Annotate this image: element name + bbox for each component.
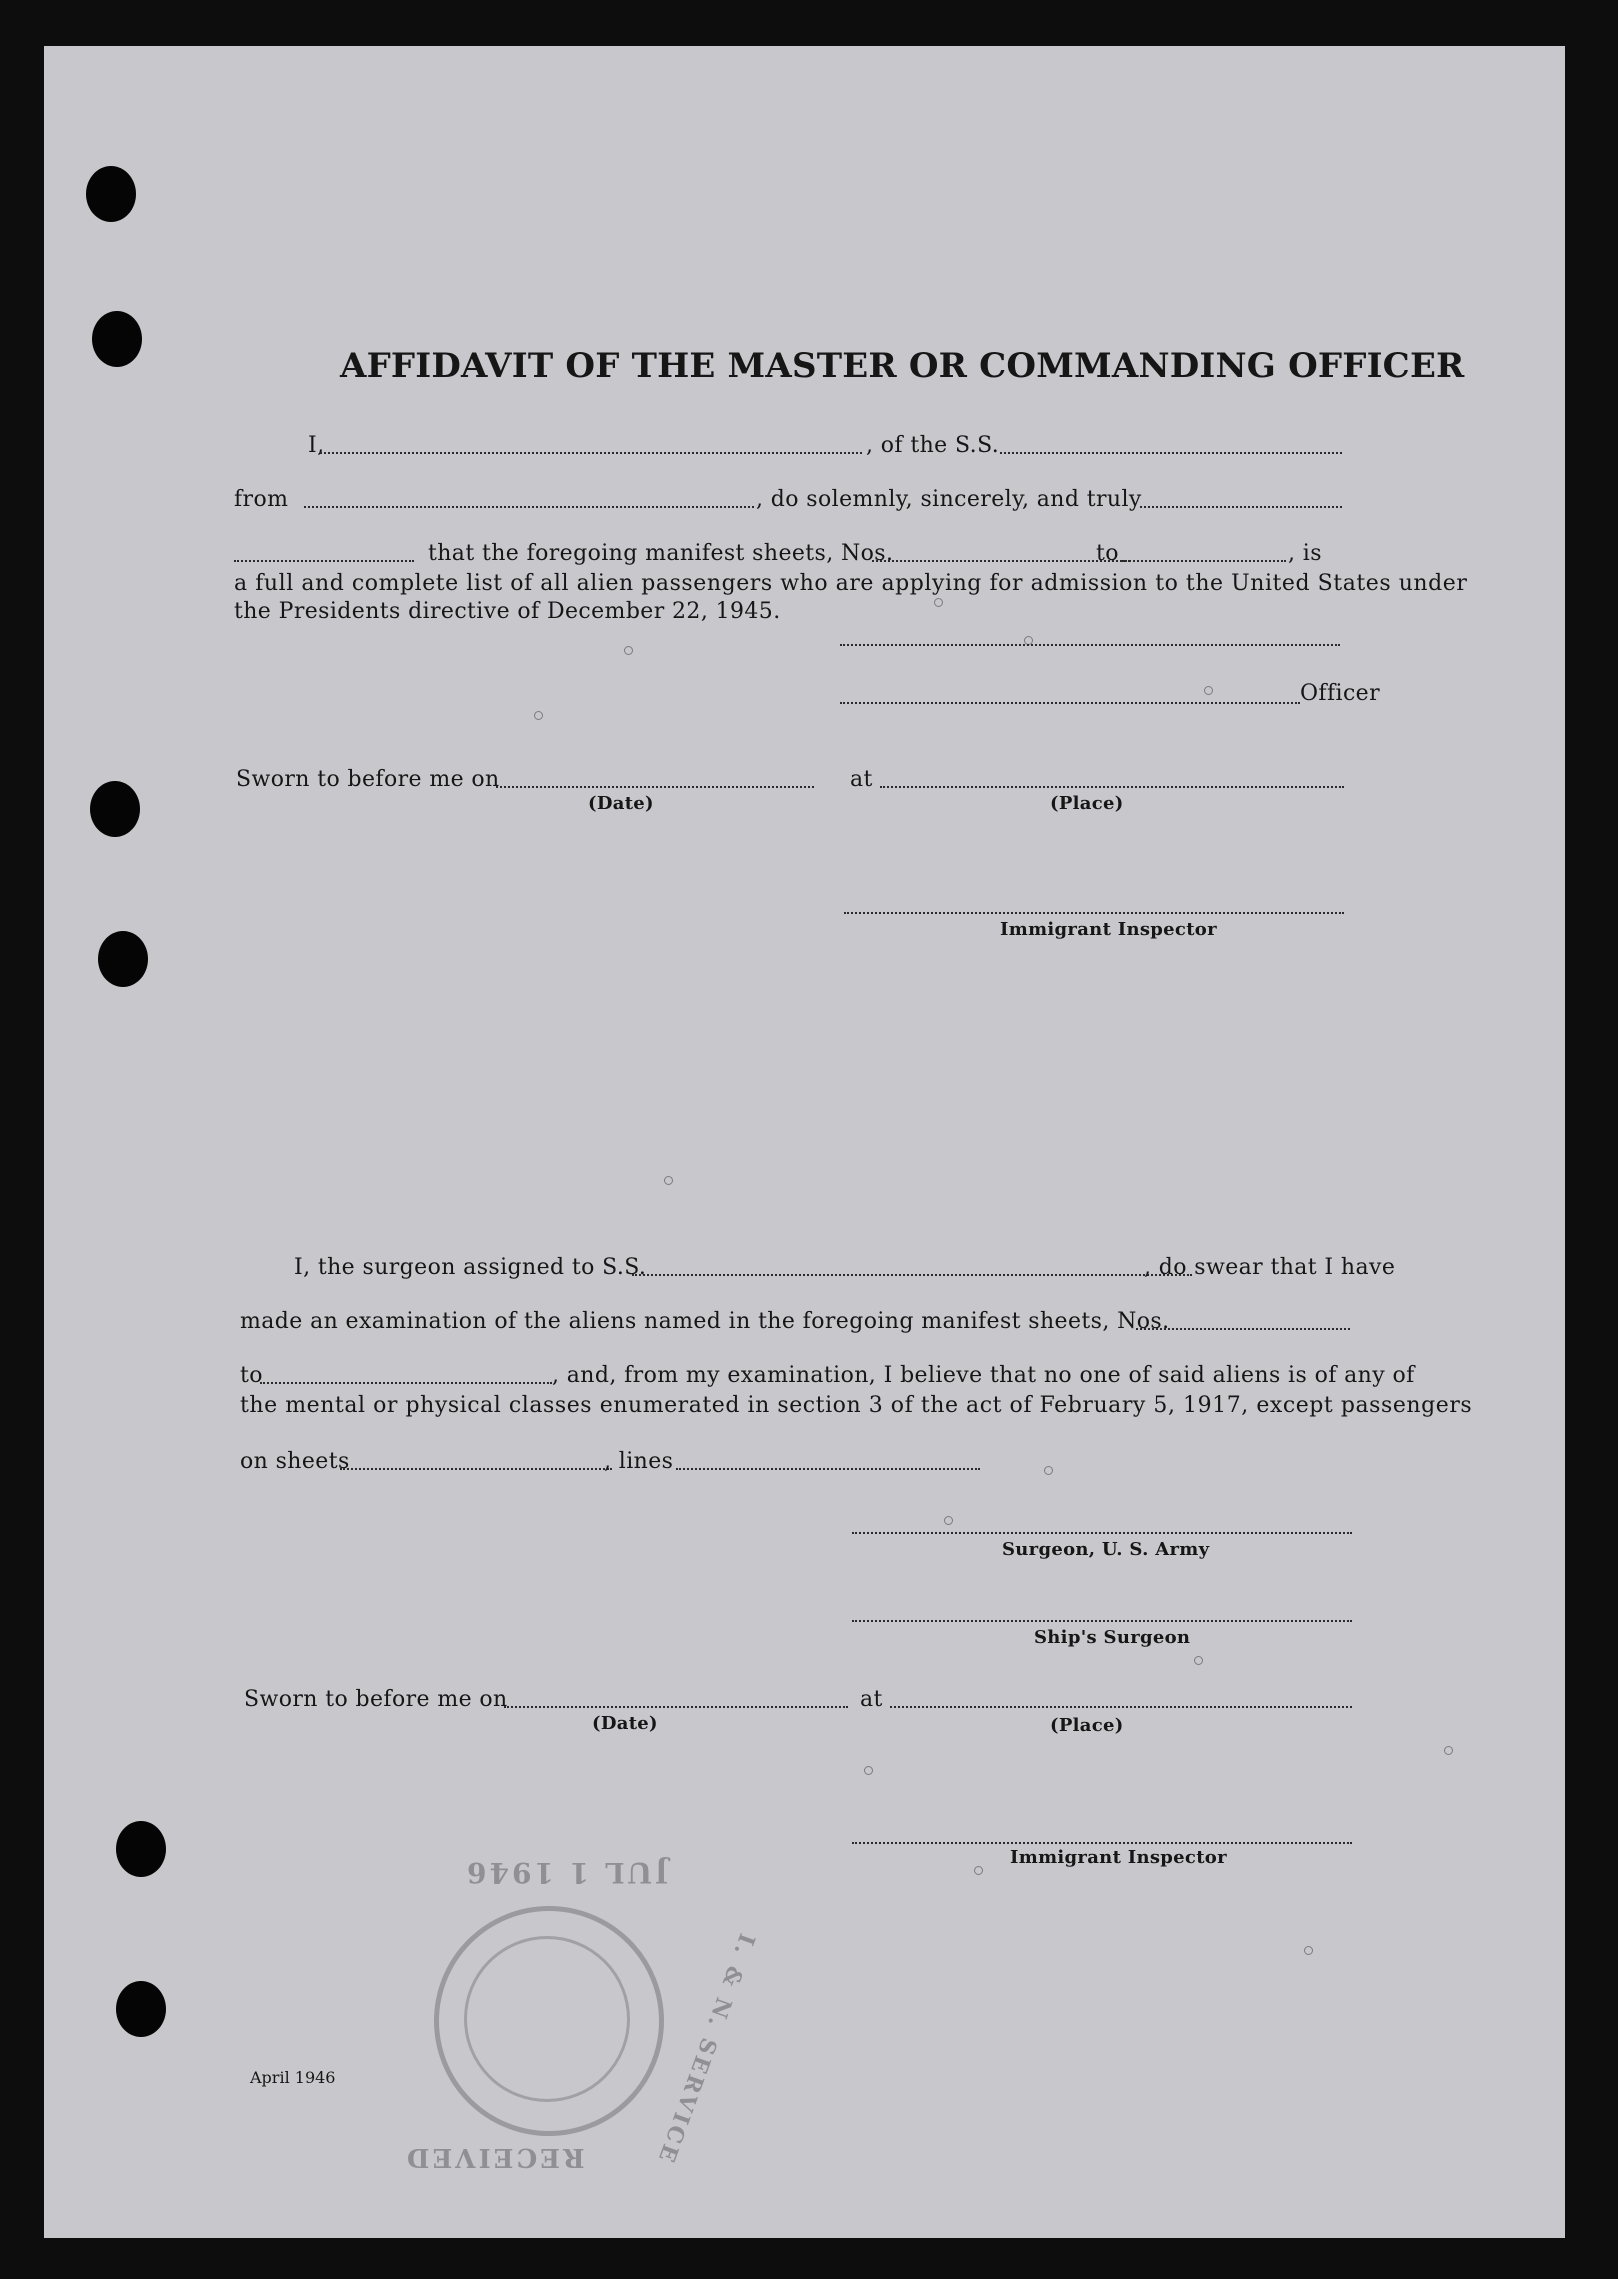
master-line2-from: from xyxy=(234,487,289,512)
paper-speck xyxy=(624,646,633,655)
surgeon-nos-from-field[interactable] xyxy=(1136,1328,1350,1330)
stamp-date-text: JUL 1 1946 xyxy=(464,1856,669,1889)
paper-speck xyxy=(864,1766,873,1775)
paper-speck xyxy=(1194,1656,1203,1665)
master-at-text: at xyxy=(850,767,873,792)
paper-speck xyxy=(1204,686,1213,695)
surgeon-line3-rest: , and, from my examination, I believe that no one of said aliens is of any of xyxy=(552,1363,1415,1388)
master-line4: a full and complete list of all alien passengers who are applying for admission to the United States under xyxy=(234,571,1468,596)
document-page xyxy=(44,46,1565,2238)
surgeon-ss-field[interactable] xyxy=(632,1274,1192,1276)
master-sworn-text: Sworn to before me on xyxy=(236,767,500,792)
ship-surgeon-signature-line[interactable] xyxy=(852,1620,1352,1622)
army-surgeon-label: Surgeon, U. S. Army xyxy=(1002,1539,1210,1560)
punch-hole xyxy=(90,781,140,837)
surgeon-line5-lines: , lines xyxy=(604,1449,674,1474)
stamp-inner-ring xyxy=(464,1936,630,2102)
surgeon-sworn-date-field[interactable] xyxy=(504,1706,848,1708)
paper-speck xyxy=(1044,1466,1053,1475)
surgeon-line4: the mental or physical classes enumerated in section 3 of the act of February 5, 1917, except passengers xyxy=(240,1393,1473,1418)
master-swear-field[interactable] xyxy=(1140,506,1342,508)
punch-hole xyxy=(92,311,142,367)
received-stamp-icon xyxy=(434,1906,664,2136)
master-sworn-place-field[interactable] xyxy=(880,786,1344,788)
master-line5: the Presidents directive of December 22, 1945. xyxy=(234,599,781,624)
master-place-label: (Place) xyxy=(1050,793,1124,814)
master-line1-i: I, xyxy=(308,433,325,458)
punch-hole xyxy=(116,1821,166,1877)
punch-hole xyxy=(86,166,136,222)
affidavit-title: AFFIDAVIT OF THE MASTER OR COMMANDING OFFICER xyxy=(340,346,1465,386)
paper-speck xyxy=(1304,1946,1313,1955)
surgeon-line2: made an examination of the aliens named in the foregoing manifest sheets, Nos. xyxy=(240,1309,1170,1334)
footer-date: April 1946 xyxy=(250,2068,336,2087)
master-name-field[interactable] xyxy=(320,452,862,454)
paper-speck xyxy=(534,711,543,720)
paper-speck xyxy=(974,1866,983,1875)
master-inspector-label: Immigrant Inspector xyxy=(1000,919,1217,940)
surgeon-nos-to-field[interactable] xyxy=(260,1382,552,1384)
master-line2-swear: , do solemnly, sincerely, and truly xyxy=(756,487,1142,512)
master-line3-is: , is xyxy=(1288,541,1322,566)
surgeon-at-text: at xyxy=(860,1687,883,1712)
surgeon-line3-to: to xyxy=(240,1363,263,1388)
master-line1-ss: , of the S.S. xyxy=(866,433,1000,458)
master-from-field[interactable] xyxy=(304,506,754,508)
surgeon-sheets-field[interactable] xyxy=(340,1468,612,1470)
stamp-service-text: I. & N. SERVICE xyxy=(652,1929,760,2169)
stamp-received-text: RECEIVED xyxy=(404,2142,585,2172)
punch-hole xyxy=(98,931,148,987)
master-line3-prefix-field[interactable] xyxy=(234,560,414,562)
paper-speck xyxy=(1444,1746,1453,1755)
master-ss-field[interactable] xyxy=(1000,452,1342,454)
surgeon-place-label: (Place) xyxy=(1050,1715,1124,1736)
paper-speck xyxy=(664,1176,673,1185)
master-inspector-signature-line[interactable] xyxy=(844,912,1344,914)
surgeon-lines-field[interactable] xyxy=(676,1468,980,1470)
punch-hole xyxy=(116,1981,166,2037)
ship-surgeon-label: Ship's Surgeon xyxy=(1034,1627,1191,1648)
surgeon-date-label: (Date) xyxy=(592,1713,658,1734)
surgeon-line5-on: on sheets xyxy=(240,1449,350,1474)
surgeon-inspector-label: Immigrant Inspector xyxy=(1010,1847,1227,1868)
paper-speck xyxy=(934,598,943,607)
master-signature-line[interactable] xyxy=(840,644,1340,646)
surgeon-inspector-signature-line[interactable] xyxy=(852,1842,1352,1844)
master-date-label: (Date) xyxy=(588,793,654,814)
master-sworn-date-field[interactable] xyxy=(496,786,814,788)
army-surgeon-signature-line[interactable] xyxy=(852,1532,1352,1534)
surgeon-line1-end: , do swear that I have xyxy=(1144,1255,1396,1280)
master-nos-from-field[interactable] xyxy=(872,560,1130,562)
officer-label: Officer xyxy=(1300,681,1381,706)
surgeon-sworn-place-field[interactable] xyxy=(890,1706,1352,1708)
officer-signature-line[interactable] xyxy=(840,702,1300,704)
master-nos-to-field[interactable] xyxy=(1122,560,1286,562)
paper-speck xyxy=(944,1516,953,1525)
surgeon-line1-start: I, the surgeon assigned to S.S. xyxy=(294,1255,647,1280)
surgeon-sworn-text: Sworn to before me on xyxy=(244,1687,508,1712)
master-line3-that: that the foregoing manifest sheets, Nos. xyxy=(428,541,894,566)
master-line3-to: to xyxy=(1096,541,1119,566)
